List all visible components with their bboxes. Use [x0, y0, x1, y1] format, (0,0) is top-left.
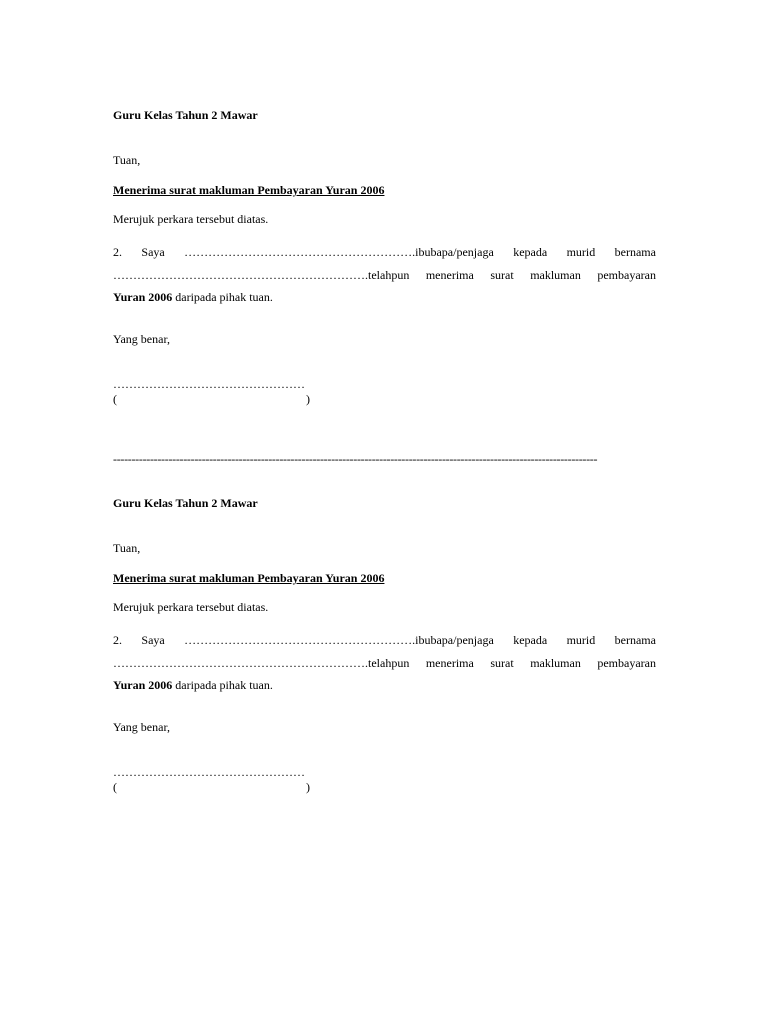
open-paren: (: [113, 780, 117, 794]
reference-line: Merujuk perkara tersebut diatas.: [113, 600, 269, 614]
paragraph-line-2-head: [113, 264, 409, 287]
close-paren: ): [306, 392, 310, 406]
name-parentheses: [113, 779, 310, 795]
paragraph-line-2: [113, 264, 656, 287]
fee-label: Yuran 2006: [113, 678, 173, 692]
fill-in-dots-student: ……………………………………………………….: [113, 655, 368, 670]
word: telahpun: [368, 267, 410, 282]
paragraph-line-2: [113, 652, 656, 675]
recipient-heading: Guru Kelas Tahun 2 Mawar: [113, 496, 258, 510]
subject-line: Menerima surat makluman Pembayaran Yuran 2006: [113, 571, 385, 585]
open-paren: (: [113, 392, 117, 406]
salutation: Tuan,: [113, 541, 141, 555]
recipient-heading: Guru Kelas Tahun 2 Mawar: [113, 108, 258, 122]
word: kepada: [513, 633, 548, 647]
paragraph-tail: daripada pihak tuan.: [175, 678, 273, 692]
word: makluman: [530, 267, 581, 282]
fee-label: Yuran 2006: [113, 290, 173, 304]
word: ibubapa/penjaga: [415, 245, 494, 259]
word-saya: Saya: [141, 245, 165, 259]
word: murid: [566, 245, 596, 259]
paragraph-line-3: [113, 674, 656, 697]
paragraph-number: 2.: [113, 633, 122, 647]
word: surat: [490, 267, 514, 282]
word: bernama: [614, 633, 656, 647]
word: menerima: [425, 267, 474, 282]
body-paragraph: [113, 629, 656, 697]
word: surat: [490, 655, 514, 670]
cut-line: -----------------------------------------------------------------------------------------------------------------------------------: [113, 452, 598, 466]
word: pembayaran: [597, 267, 656, 282]
paragraph-line-1-tail: [184, 629, 494, 652]
closing: Yang benar,: [113, 332, 170, 346]
word: kepada: [513, 245, 548, 259]
word: bernama: [614, 245, 656, 259]
word: murid: [566, 633, 596, 647]
body-paragraph: [113, 241, 656, 309]
paragraph-line-2-head: [113, 652, 409, 675]
word: ibubapa/penjaga: [415, 633, 494, 647]
name-parentheses: [113, 391, 310, 407]
paragraph-line-1: [113, 629, 656, 652]
signature-dots: …………………………………………: [113, 377, 305, 391]
paragraph-line-1: [113, 241, 656, 264]
paragraph-number: 2.: [113, 245, 122, 259]
fill-in-dots-name: ………………………………………………….: [184, 245, 416, 259]
salutation: Tuan,: [113, 153, 141, 167]
reference-line: Merujuk perkara tersebut diatas.: [113, 212, 269, 226]
paragraph-tail: daripada pihak tuan.: [175, 290, 273, 304]
word: makluman: [530, 655, 581, 670]
close-paren: ): [306, 780, 310, 794]
signature-dots: …………………………………………: [113, 765, 305, 779]
closing: Yang benar,: [113, 720, 170, 734]
word: telahpun: [368, 655, 410, 670]
paragraph-line-3: [113, 286, 656, 309]
word: pembayaran: [597, 655, 656, 670]
word: menerima: [425, 655, 474, 670]
paragraph-line-1-tail: [184, 241, 494, 264]
word-saya: Saya: [141, 633, 165, 647]
fill-in-dots-name: ………………………………………………….: [184, 633, 416, 647]
subject-line: Menerima surat makluman Pembayaran Yuran 2006: [113, 183, 385, 197]
fill-in-dots-student: ……………………………………………………….: [113, 267, 368, 282]
